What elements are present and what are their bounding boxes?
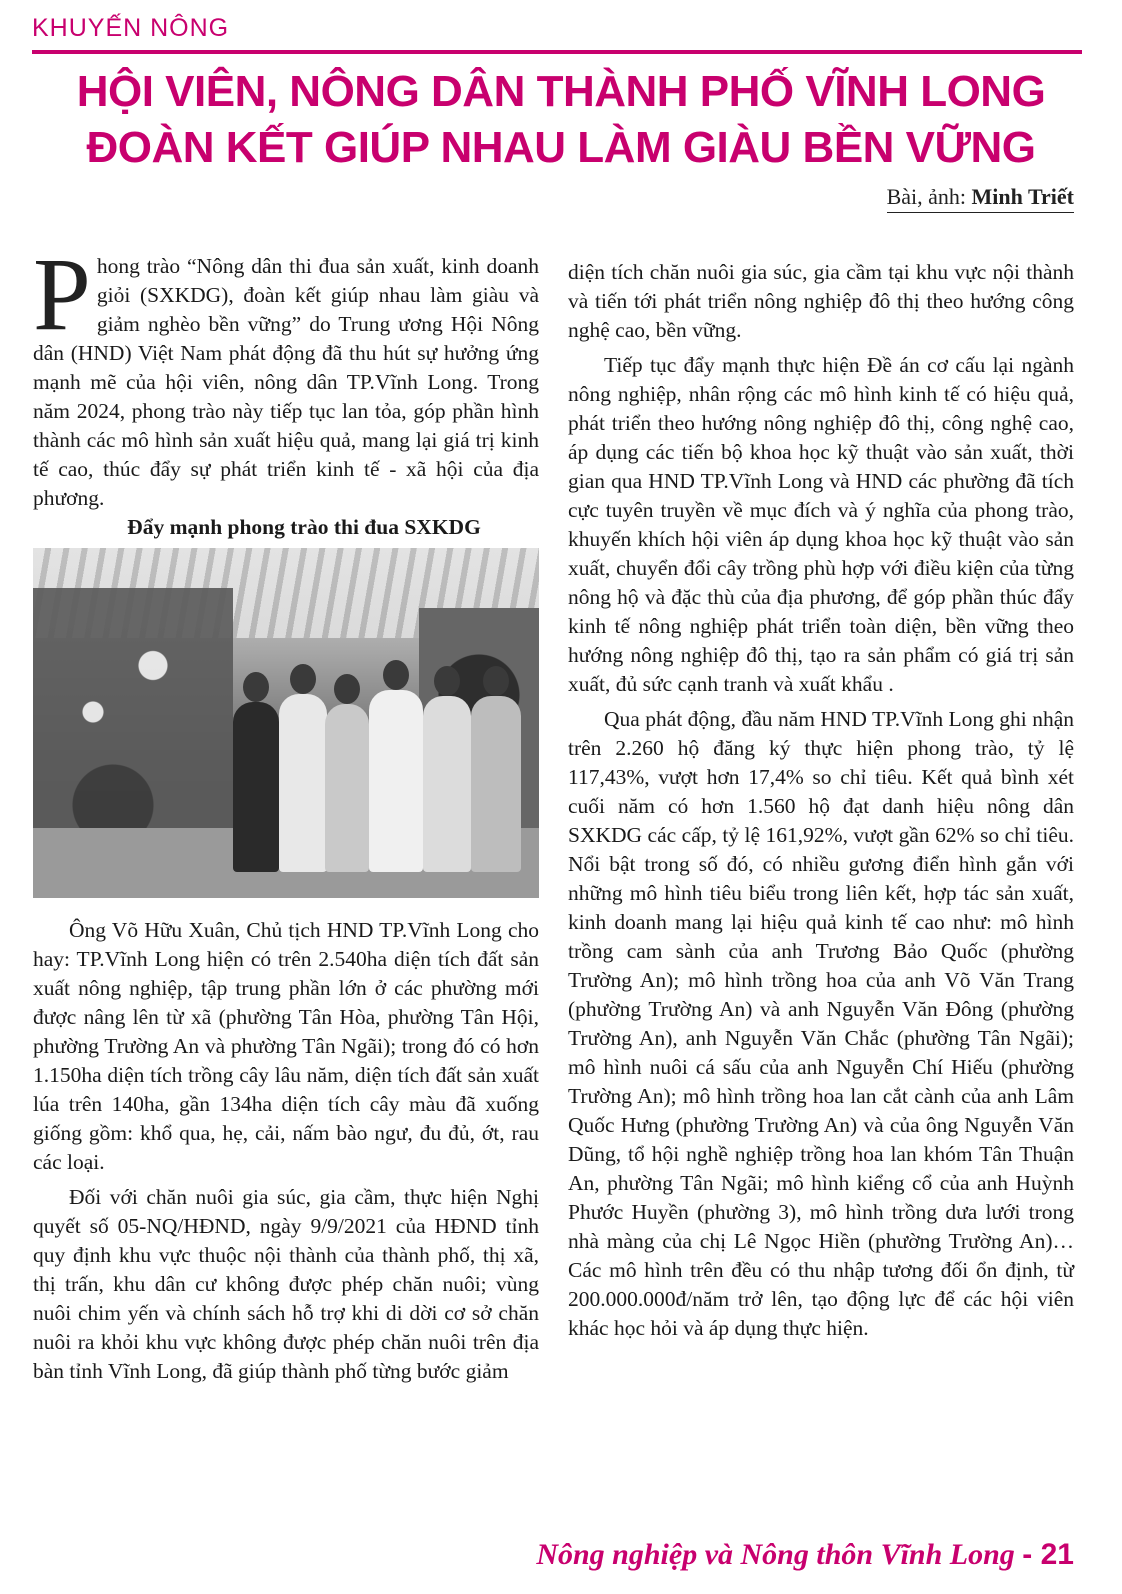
headline-line-1: HỘI VIÊN, NÔNG DÂN THÀNH PHỐ VĨNH LONG bbox=[76, 67, 1046, 116]
page-number: - 21 bbox=[1022, 1538, 1074, 1571]
lead-text: hong trào “Nông dân thi đua sản xuất, kinh doanh giỏi (SXKDG), đoàn kết giúp nhau làm giàu và giảm nghèo bền vững” do Trung ương Hội Nông dân (HND) Việt Nam phát động đã thu hút sự hưởng ứng mạnh mẽ của hội viên, nông dân TP.Vĩnh Long. Trong năm 2024, phong trào này tiếp tục lan tỏa, góp phần hình thành các mô hình sản xuất hiệu quả, mang lại giá trị kinh tế cao, thúc đẩy sự phát triển kinh tế - xã hội của địa phương. bbox=[33, 254, 539, 510]
section-subheading: Đẩy mạnh phong trào thi đua SXKDG bbox=[127, 515, 481, 539]
photo-person-3 bbox=[325, 704, 369, 872]
byline bbox=[887, 184, 1074, 213]
photo-person-2 bbox=[279, 694, 327, 872]
paragraph: diện tích chăn nuôi gia súc, gia cầm tại khu vực nội thành và tiến tới phát triển nông nghiệp đô thị theo hướng công nghệ cao, bền vững. bbox=[568, 260, 1074, 342]
photo-person-4 bbox=[369, 690, 423, 872]
paragraph: Qua phát động, đầu năm HND TP.Vĩnh Long ghi nhận trên 2.260 hộ đăng ký thực hiện phong trào, tỷ lệ 117,43%, vượt hơn 17,4% so chỉ tiêu. Kết quả bình xét cuối năm có hơn 1.560 hộ đạt danh hiệu nông dân SXKDG các cấp, tỷ lệ 161,92%, vượt gần 62% so chỉ tiêu. Nổi bật trong số đó, có nhiều gương điển hình gắn với những mô hình tiêu biểu trong liên kết, hợp tác sản xuất, kinh doanh mang lại hiệu quả kinh tế cao như: mô hình trồng cam sành của anh Trương Bảo Quốc (phường Trường An); mô hình trồng hoa của anh Võ Văn Trang (phường Trường An) và anh Nguyễn Văn Đông (phường Trường An), anh Nguyễn Văn Chắc (phường Tân Ngãi); mô hình nuôi cá sấu của anh Nguyễn Chí Hiếu (phường Trường An); mô hình trồng hoa lan cắt cành của anh Lâm Quốc Hưng (phường Trường An) và của ông Nguyễn Văn Dũng, tổ hội nghề nghiệp trồng hoa lan khóm Tân Thuận An, phường Tân Ngãi; mô hình kiểng cổ của anh Huỳnh Phước Huyền (phường 3), mô hình trồng dưa lưới trong nhà màng của chị Lê Ngọc Hiền (phường Trường An)…Các mô hình trên đều có thu nhập tương đối ổn định, từ 200.000.000đ/năm trở lên, tạo động lực để các hội viên khác học hỏi và áp dụng thực hiện. bbox=[568, 707, 1074, 1340]
right-column bbox=[568, 258, 1074, 1343]
byline-prefix: Bài, ảnh: bbox=[886, 184, 967, 209]
paragraph: Tiếp tục đẩy mạnh thực hiện Đề án cơ cấu lại ngành nông nghiệp, nhân rộng các mô hình kinh tế có hiệu quả, phát triển theo hướng nông nghiệp đô thị, công nghệ cao, áp dụng các tiến bộ khoa học kỹ thuật vào sản xuất, thời gian qua HND TP.Vĩnh Long và HND các phường đã tích cực tuyên truyền về mục đích và ý nghĩa của phong trào, khuyến khích hội viên áp dụng khoa học kỹ thuật vào sản xuất, chuyển đổi cây trồng phù hợp với điều kiện của từng nông hộ và đặc thù của địa phương, để góp phần thúc đẩy kinh tế nông nghiệp phát triển toàn diện, bền vững theo hướng nông nghiệp đô thị, tạo ra sản phẩm có giá trị sản xuất, đủ sức cạnh tranh và xuất khẩu . bbox=[568, 353, 1074, 696]
byline-author: Minh Triết bbox=[971, 184, 1074, 209]
drop-cap: P bbox=[33, 237, 91, 352]
article-photo bbox=[33, 548, 539, 898]
section-label: KHUYẾN NÔNG bbox=[32, 14, 230, 42]
magazine-title: Nông nghiệp và Nông thôn Vĩnh Long bbox=[536, 1538, 1015, 1571]
headline-line-2: ĐOÀN KẾT GIÚP NHAU LÀM GIÀU BỀN VỮNG bbox=[86, 123, 1036, 172]
photo-person-1 bbox=[233, 702, 279, 872]
paragraph: Ông Võ Hữu Xuân, Chủ tịch HND TP.Vĩnh Long cho hay: TP.Vĩnh Long hiện có trên 2.540ha diện tích đất sản xuất nông nghiệp, tập trung phần lớn ở các phường mới được nâng lên từ xã (phường Tân Hòa, phường Tân Hội, phường Trường An và phường Tân Ngãi); trong đó có hơn 1.150ha diện tích trồng cây lâu năm, diện tích đất sản xuất lúa trên 140ha, gần 134ha diện tích cây màu đã xuống giống gồm: khổ qua, hẹ, cải, nấm bào ngư, đu đủ, ớt, rau các loại. bbox=[33, 918, 539, 1174]
page-footer bbox=[536, 1538, 1074, 1572]
photo-person-6 bbox=[471, 696, 521, 872]
article-headline bbox=[20, 64, 1102, 176]
photo-person-5 bbox=[423, 696, 471, 872]
lead-paragraph bbox=[33, 237, 539, 513]
paragraph: Đối với chăn nuôi gia súc, gia cầm, thực hiện Nghị quyết số 05-NQ/HĐND, ngày 9/9/2021 của HĐND tỉnh quy định khu vực thuộc nội thành của thành phố, thị xã, thị trấn, khu dân cư không được phép chăn nuôi; vùng nuôi chim yến và chính sách hỗ trợ khi di dời cơ sở chăn nuôi ra khỏi khu vực không được phép chăn nuôi trên địa bàn tỉnh Vĩnh Long, đã giúp thành phố từng bước giảm bbox=[33, 1185, 539, 1383]
left-column bbox=[33, 237, 539, 1386]
section-divider bbox=[32, 50, 1082, 54]
